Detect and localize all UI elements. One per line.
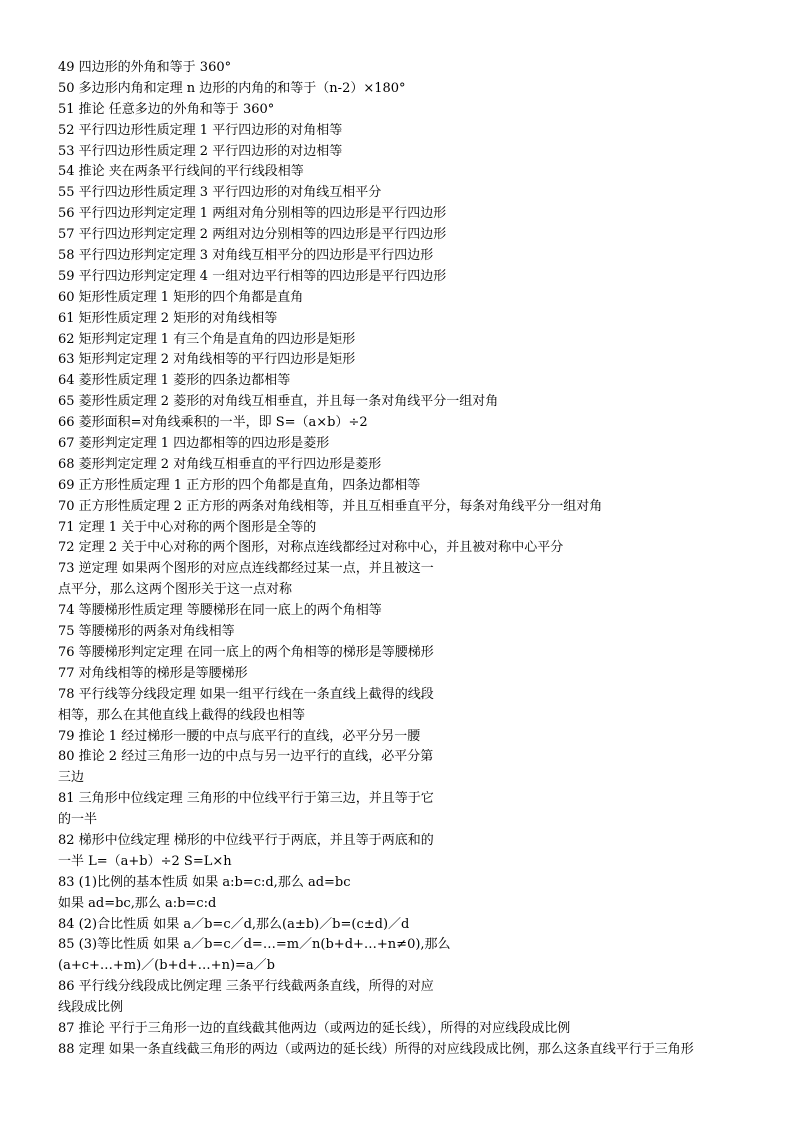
- text-line: 52 平行四边形性质定理 1 平行四边形的对角相等: [58, 122, 343, 138]
- text-line: 78 平行线等分线段定理 如果一组平行线在一条直线上截得的线段: [58, 686, 434, 702]
- text-line: 63 矩形判定定理 2 对角线相等的平行四边形是矩形: [58, 352, 356, 368]
- text-line: 59 平行四边形判定定理 4 一组对边平行相等的四边形是平行四边形: [58, 268, 447, 284]
- text-line: 69 正方形性质定理 1 正方形的四个角都是直角，四条边都相等: [58, 477, 421, 493]
- document-body: [58, 58, 758, 1061]
- text-line: 70 正方形性质定理 2 正方形的两条对角线相等，并且互相垂直平分，每条对角线平分一组对角: [58, 498, 603, 514]
- text-line: 76 等腰梯形判定定理 在同一底上的两个角相等的梯形是等腰梯形: [58, 644, 434, 660]
- text-line: 88 定理 如果一条直线截三角形的两边（或两边的延长线）所得的对应线段成比例，那么这条直线平行于三角形: [58, 1041, 694, 1057]
- text-line: 55 平行四边形性质定理 3 平行四边形的对角线互相平分: [58, 185, 382, 201]
- text-line: 71 定理 1 关于中心对称的两个图形是全等的: [58, 519, 317, 535]
- text-line: 79 推论 1 经过梯形一腰的中点与底平行的直线，必平分另一腰: [58, 728, 421, 744]
- text-line: 80 推论 2 经过三角形一边的中点与另一边平行的直线，必平分第: [58, 749, 434, 765]
- text-line: 57 平行四边形判定定理 2 两组对边分别相等的四边形是平行四边形: [58, 227, 447, 243]
- text-line: 65 菱形性质定理 2 菱形的对角线互相垂直，并且每一条对角线平分一组对角: [58, 394, 499, 410]
- text-line: 87 推论 平行于三角形一边的直线截其他两边（或两边的延长线），所得的对应线段成比例: [58, 1020, 571, 1036]
- text-line: 58 平行四边形判定定理 3 对角线互相平分的四边形是平行四边形: [58, 248, 434, 264]
- text-line: 50 多边形内角和定理 n 边形的内角的和等于（n-2）×180°: [58, 80, 406, 96]
- text-line: 56 平行四边形判定定理 1 两组对角分别相等的四边形是平行四边形: [58, 206, 447, 222]
- text-line: 86 平行线分线段成比例定理 三条平行线截两条直线，所得的对应: [58, 979, 434, 995]
- text-line: 72 定理 2 关于中心对称的两个图形，对称点连线都经过对称中心，并且被对称中心平分: [58, 540, 564, 556]
- text-line: 一半 L=（a+b）÷2 S=L×h: [58, 853, 232, 869]
- text-line: 82 梯形中位线定理 梯形的中位线平行于两底，并且等于两底和的: [58, 832, 434, 848]
- text-line: 54 推论 夹在两条平行线间的平行线段相等: [58, 164, 304, 180]
- text-line: 61 矩形性质定理 2 矩形的对角线相等: [58, 310, 278, 326]
- text-line: 73 逆定理 如果两个图形的对应点连线都经过某一点，并且被这一: [58, 561, 434, 577]
- text-line: 62 矩形判定定理 1 有三个角是直角的四边形是矩形: [58, 331, 356, 347]
- text-line: 85 (3)等比性质 如果 a／b=c／d=…=m／n(b+d+…+n≠0),那么: [58, 937, 451, 953]
- text-line: 84 (2)合比性质 如果 a／b=c／d,那么(a±b)／b=(c±d)／d: [58, 916, 410, 932]
- text-line: 线段成比例: [58, 1000, 124, 1016]
- text-line: 77 对角线相等的梯形是等腰梯形: [58, 665, 248, 681]
- text-line: 如果 ad=bc,那么 a:b=c:d: [58, 895, 217, 911]
- text-line: (a+c+…+m)／(b+d+…+n)=a／b: [58, 958, 275, 974]
- text-line: 81 三角形中位线定理 三角形的中位线平行于第三边，并且等于它: [58, 791, 434, 807]
- text-line: 68 菱形判定定理 2 对角线互相垂直的平行四边形是菱形: [58, 456, 382, 472]
- text-line: 66 菱形面积=对角线乘积的一半，即 S=（a×b）÷2: [58, 415, 368, 431]
- text-line: 74 等腰梯形性质定理 等腰梯形在同一底上的两个角相等: [58, 603, 382, 619]
- text-line: 67 菱形判定定理 1 四边都相等的四边形是菱形: [58, 436, 330, 452]
- text-line: 的一半: [58, 812, 98, 828]
- text-line: 点平分，那么这两个图形关于这一点对称: [58, 582, 293, 598]
- text-line: 60 矩形性质定理 1 矩形的四个角都是直角: [58, 289, 304, 305]
- text-line: 64 菱形性质定理 1 菱形的四条边都相等: [58, 373, 291, 389]
- text-line: 75 等腰梯形的两条对角线相等: [58, 624, 235, 640]
- text-line: 83 (1)比例的基本性质 如果 a:b=c:d,那么 ad=bc: [58, 874, 351, 890]
- text-line: 49 四边形的外角和等于 360°: [58, 60, 232, 75]
- text-line: 53 平行四边形性质定理 2 平行四边形的对边相等: [58, 143, 343, 159]
- text-line: 51 推论 任意多边的外角和等于 360°: [58, 101, 275, 117]
- text-line: 相等，那么在其他直线上截得的线段也相等: [58, 707, 306, 723]
- text-line: 三边: [58, 770, 85, 786]
